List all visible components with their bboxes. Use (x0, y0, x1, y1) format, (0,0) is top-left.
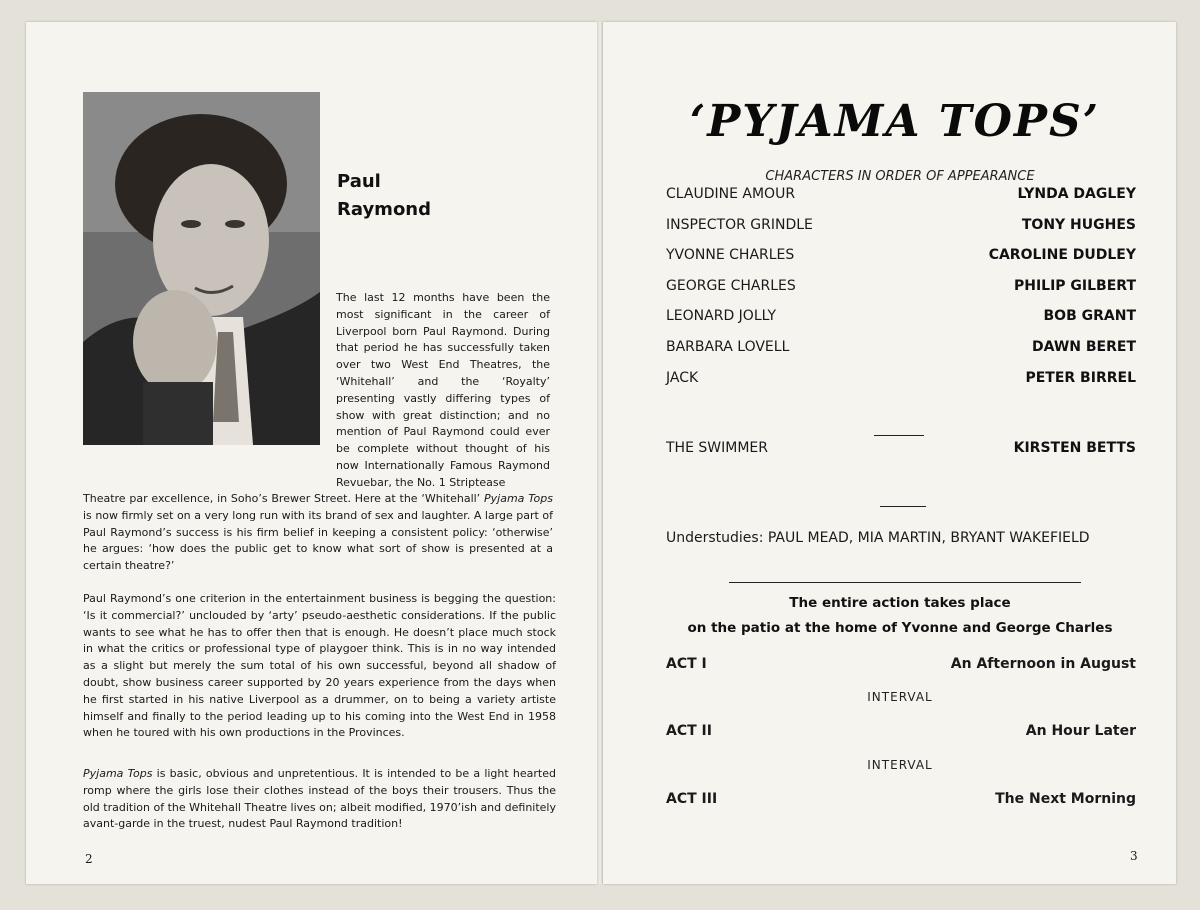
actor-name: BOB GRANT (1043, 308, 1136, 324)
swimmer-row (666, 440, 1136, 462)
interval-label: INTERVAL (867, 690, 933, 704)
cast-row (666, 186, 1136, 208)
bio-paragraph-1-column: The last 12 months have been the most significant in the career of Liverpool born Paul Raymond. During that period he has successfully taken over two West End Theatres, the ‘Whitehall’ and the ‘Royalty’ presenting vastly differing types of show with great distinction; and no mention of Paul Raymond could ever be complete without thought of his now Internationally Famous Raymond Revuebar, the No. 1 Striptease (336, 291, 550, 489)
character-name: GEORGE CHARLES (666, 278, 796, 294)
left-page (26, 22, 597, 884)
show-title-italic: Pyjama Tops (484, 492, 554, 505)
play-title: ‘PYJAMA TOPS’ (689, 96, 1101, 147)
author-portrait (83, 92, 320, 445)
page-number-right: 3 (1130, 849, 1138, 863)
character-name: THE SWIMMER (666, 440, 768, 456)
right-page (603, 22, 1176, 884)
character-name: LEONARD JOLLY (666, 308, 777, 324)
act-row (666, 656, 1136, 678)
bio-paragraph-2: Paul Raymond’s one criterion in the entertainment business is begging the question: ‘Is it commercial?’ unclouded by ‘arty’ pseudo-aesthetic considerations. If the public wants to see what he has to offer then that is enough. He doesn’t place much stock in what the critics or professional type of playgoer think. This is in no way intended as a slight but merely the sum total of his own successful, beyond all shadow of doubt, show business career supported by 20 years experience from the days when he first started in his native Liverpool as a drummer, on to being a variety artiste himself and finally to the period leading up to his coming into the West End in 1958 when he toured with his own productions in the Provinces. (83, 592, 556, 740)
actor-name: DAWN BERET (1032, 339, 1136, 355)
divider (729, 582, 1081, 583)
cast-row (666, 339, 1136, 361)
cast-heading: CHARACTERS IN ORDER OF APPEARANCE (765, 169, 1035, 184)
actor-name: KIRSTEN BETTS (1013, 440, 1136, 456)
act-label: ACT III (666, 791, 718, 807)
actor-name: PHILIP GILBERT (1013, 278, 1136, 294)
actor-name: CAROLINE DUDLEY (988, 247, 1136, 263)
portrait-illustration (83, 92, 320, 445)
bio-text: Theatre par excellence, in Soho’s Brewer Street. Here at the ‘Whitehall’ (83, 492, 484, 505)
act-label: ACT I (666, 656, 707, 672)
interval-label: INTERVAL (867, 758, 933, 772)
actor-name: TONY HUGHES (1021, 217, 1136, 233)
setting-line-1: The entire action takes place (789, 595, 1011, 611)
setting-line-2: on the patio at the home of Yvonne and George Charles (687, 620, 1113, 636)
author-first-name: Paul (337, 171, 381, 192)
bio-paragraph-1-continued (83, 491, 553, 575)
act-row (666, 791, 1136, 813)
bio-paragraph-3 (83, 766, 556, 833)
divider (880, 506, 926, 507)
divider (874, 435, 924, 436)
act-time: An Hour Later (1025, 723, 1136, 739)
bio-text: is now firmly set on a very long run with its brand of sex and laughter. A large part of Paul Raymond’s success is his firm belief in keeping a consistent policy: ‘otherwise’ he argues: ‘how does the public get to know what sort of show is presented at a certain theatre?’ (83, 508, 553, 573)
cast-row (666, 370, 1136, 392)
show-title-italic: Pyjama Tops (83, 767, 153, 780)
character-name: YVONNE CHARLES (666, 247, 795, 263)
character-name: JACK (666, 370, 699, 386)
act-label: ACT II (666, 723, 712, 739)
character-name: CLAUDINE AMOUR (666, 186, 796, 202)
act-time: The Next Morning (995, 791, 1136, 807)
act-time: An Afternoon in August (950, 656, 1136, 672)
actor-name: LYNDA DAGLEY (1017, 186, 1136, 202)
cast-row (666, 278, 1136, 300)
character-name: INSPECTOR GRINDLE (666, 217, 813, 233)
character-name: BARBARA LOVELL (666, 339, 790, 355)
author-last-name: Raymond (337, 199, 432, 220)
page-number-left: 2 (85, 852, 93, 866)
cast-row (666, 247, 1136, 269)
cast-row (666, 308, 1136, 330)
cast-row (666, 217, 1136, 239)
bio-text: is basic, obvious and unpretentious. It is intended to be a light hearted romp where the girls lose their clothes instead of the boys their trousers. Thus the old tradition of the Whitehall Theatre lives on; albeit modified, 1970’ish and definitely avant-garde in the truest, nudest Paul Raymond tradition! (83, 767, 556, 831)
act-row (666, 723, 1136, 745)
author-name (337, 168, 431, 224)
understudies-line: Understudies: PAUL MEAD, MIA MARTIN, BRYANT WAKEFIELD (666, 530, 1090, 546)
actor-name: PETER BIRREL (1025, 370, 1136, 386)
